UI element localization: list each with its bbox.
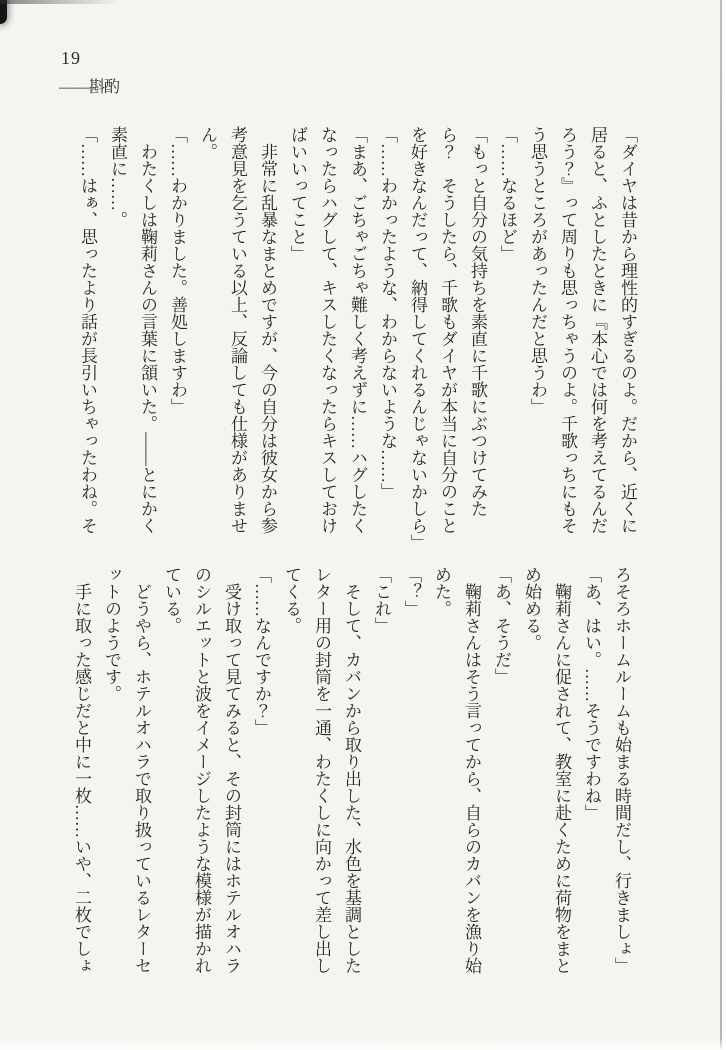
upper-text-block: [72, 126, 642, 554]
text-line: ている。: [162, 566, 181, 634]
text-line: め始める。: [522, 566, 541, 651]
text-line: 「あ、はい。……そうですわね」: [582, 566, 601, 821]
text-line: 「これ」: [372, 566, 391, 634]
text-line: のシルエットと波をイメージしたような模様が描かれ: [192, 566, 211, 974]
text-line: 「……わかりました。善処しますわ」: [168, 126, 187, 415]
page-edge-shadow-line: [720, 0, 722, 1050]
chapter-header-text: ――斟酌: [59, 79, 120, 96]
text-line: を好きなんだって、納得してくれるんじゃないかしら」: [408, 126, 427, 551]
text-line: 「まあ、ごちゃごちゃ難しく考えずに……ハグしたく: [348, 126, 367, 534]
page-edge-white-strip: [722, 0, 726, 1050]
text-line: 「もっと自分の気持ちを素直に千歌にぶつけてみた: [468, 126, 487, 517]
text-line: てくる。: [282, 566, 301, 634]
text-line: ん。: [198, 126, 217, 160]
text-line: 「……なるほど」: [498, 126, 517, 262]
text-line: 考意見を乞うている以上、反論しても仕様がありませ: [228, 126, 247, 534]
text-line: 「……わかったような、わからないような……」: [378, 126, 397, 500]
text-line: レター用の封筒を一通、わたくしに向かって差し出し: [312, 566, 331, 974]
text-line: 「あ、そうだ」: [492, 566, 511, 685]
text-line: 鞠莉さんはそう言ってから、自らのカバンを漁り始: [462, 566, 481, 974]
page-number: 19: [61, 48, 81, 68]
chapter-header: [59, 74, 119, 97]
text-line: 「……はぁ、思ったより話が長引いちゃったわね。そ: [78, 126, 97, 534]
text-line: 「……なんですか？」: [252, 566, 271, 736]
text-line: めた。: [432, 566, 451, 617]
scan-top-smudge: [0, 0, 120, 4]
text-line: わたくしは鞠莉さんの言葉に頷いた。――とにかく: [138, 126, 157, 534]
text-line: 居ると、ふとしたときに『本心では何を考えてるんだ: [588, 126, 607, 534]
text-line: 手に取った感じだと中に一枚……いや、二枚でしょ: [72, 566, 91, 974]
text-line: ばいいってこと」: [288, 126, 307, 262]
text-line: なったらハグして、キスしたくなったらキスしておけ: [318, 126, 337, 534]
lower-text-block: [66, 566, 636, 1002]
text-line: どうやら、ホテルオハラで取り扱っているレターセ: [132, 566, 151, 974]
text-line: ら？ そうしたら、千歌もダイヤが本当に自分のこと: [438, 126, 457, 534]
text-line: 鞠莉さんに促されて、教室に赴くために荷物をまと: [552, 566, 571, 974]
text-line: 素直に……。: [108, 126, 127, 228]
text-line: そして、カバンから取り出した、水色を基調とした: [342, 566, 361, 974]
text-line: ろう？』って周りも思っちゃうのよ。千歌っちにもそ: [558, 126, 577, 534]
text-line: 非常に乱暴なまとめですが、今の自分は彼女から参: [258, 126, 277, 534]
text-line: ットのようです。: [102, 566, 121, 702]
text-line: 受け取って見てみると、その封筒にはホテルオハラ: [222, 566, 241, 974]
text-line: 「？」: [402, 566, 421, 617]
text-line: う思うところがあったんだと思うわ」: [528, 126, 547, 415]
text-line: 「ダイヤは昔から理性的すぎるのよ。だから、近くに: [618, 126, 637, 534]
scan-bottom-fade: [0, 1038, 726, 1050]
text-line: ろそろホームルームも始まる時間だし、行きましょ」: [612, 566, 631, 974]
